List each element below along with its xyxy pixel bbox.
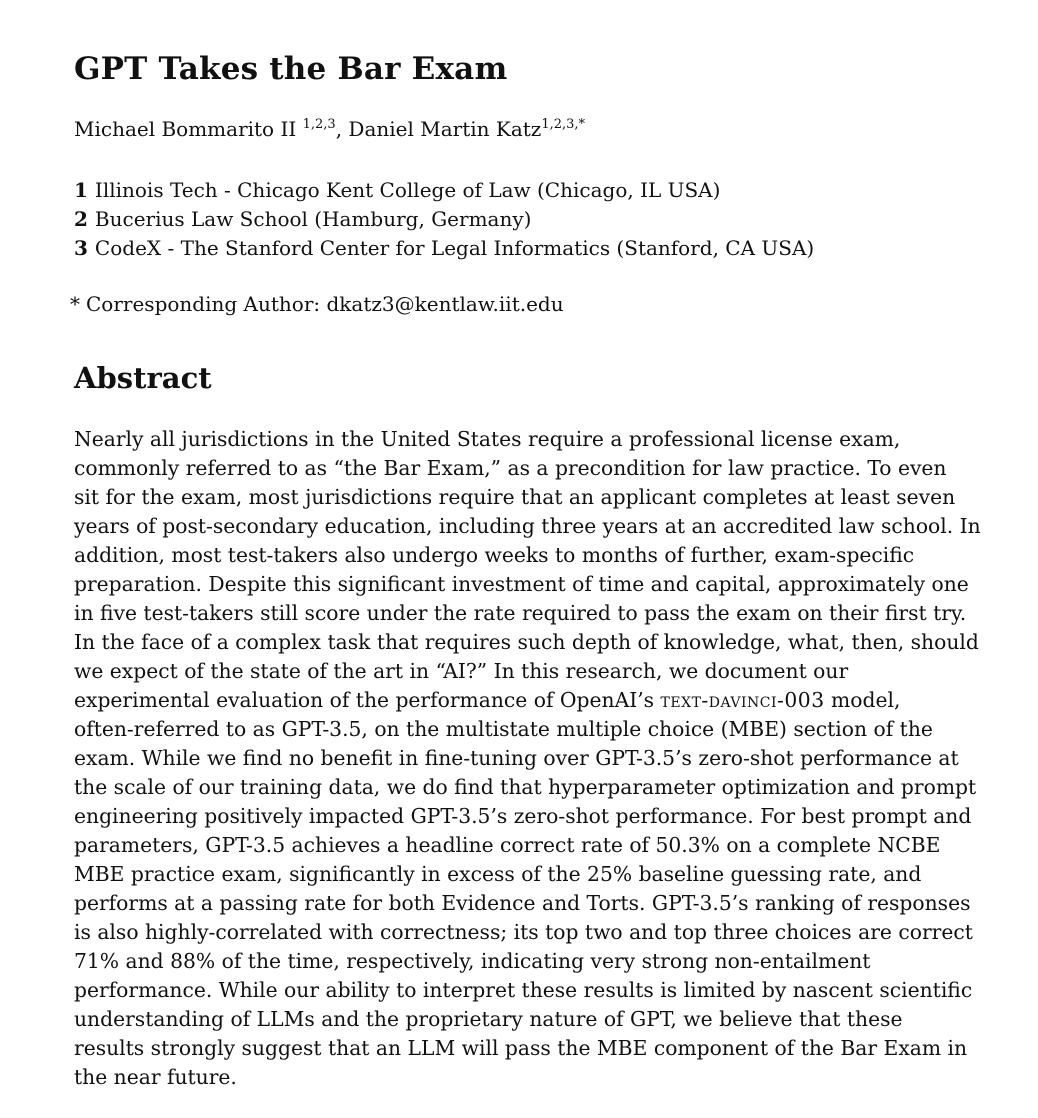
abstract-line: in five test-takers still score under the rate required to pass the exam on their first try. <box>74 601 967 625</box>
author-list <box>74 117 585 141</box>
abstract-line: parameters, GPT-3.5 achieves a headline correct rate of 50.3% on a complete NCBE <box>74 833 941 857</box>
corresponding-star: * <box>70 292 80 316</box>
affiliation-number: 3 <box>74 236 88 260</box>
author-name: Michael Bommarito II <box>74 117 303 141</box>
affiliation-item <box>74 205 814 234</box>
corresponding-author-note <box>70 292 564 316</box>
abstract-line: sit for the exam, most jurisdictions require that an applicant completes at least seven <box>74 485 956 509</box>
affiliation-text: CodeX - The Stanford Center for Legal Informatics (Stanford, CA USA) <box>94 236 815 260</box>
abstract-line: exam. While we find no benefit in fine-tuning over GPT-3.5’s zero-shot performance at <box>74 746 959 770</box>
abstract-text: experimental evaluation of the performance of OpenAI’s <box>74 688 661 712</box>
abstract-line: engineering positively impacted GPT-3.5’s zero-shot performance. For best prompt and <box>74 804 972 828</box>
abstract-line: performs at a passing rate for both Evidence and Torts. GPT-3.5’s ranking of responses <box>74 891 971 915</box>
abstract-line: 71% and 88% of the time, respectively, indicating very strong non-entailment <box>74 949 871 973</box>
corresponding-author-text: Corresponding Author: dkatz3@kentlaw.iit.edu <box>86 292 564 316</box>
abstract-line: often-referred to as GPT-3.5, on the multistate multiple choice (MBE) section of the <box>74 717 933 741</box>
abstract-body <box>74 425 1004 1092</box>
affiliation-item <box>74 234 814 263</box>
affiliation-number: 2 <box>74 207 88 231</box>
paper-title: GPT Takes the Bar Exam <box>74 51 508 87</box>
author-name: , Daniel Martin Katz <box>335 117 542 141</box>
abstract-line: In the face of a complex task that requires such depth of knowledge, what, then, should <box>74 630 979 654</box>
abstract-text: model, <box>824 688 901 712</box>
abstract-line: preparation. Despite this significant investment of time and capital, approximately one <box>74 572 969 596</box>
abstract-line: results strongly suggest that an LLM will pass the MBE component of the Bar Exam in <box>74 1036 968 1060</box>
abstract-line: understanding of LLMs and the proprietary nature of GPT, we believe that these <box>74 1007 903 1031</box>
abstract-line: the near future. <box>74 1065 237 1089</box>
abstract-line: we expect of the state of the art in “AI?” In this research, we document our <box>74 659 849 683</box>
abstract-line: addition, most test-takers also undergo weeks to months of further, exam-specific <box>74 543 915 567</box>
abstract-line: years of post-secondary education, including three years at an accredited law school. In <box>74 514 981 538</box>
model-name: text-davinci-003 <box>660 688 825 712</box>
abstract-line: MBE practice exam, significantly in excess of the 25% baseline guessing rate, and <box>74 862 922 886</box>
author-affiliation-marks: 1,2,3,* <box>541 117 586 132</box>
abstract-line: the scale of our training data, we do find that hyperparameter optimization and prompt <box>74 775 977 799</box>
affiliation-number: 1 <box>74 178 88 202</box>
abstract-heading: Abstract <box>74 361 212 395</box>
abstract-line: commonly referred to as “the Bar Exam,” as a precondition for law practice. To even <box>74 456 947 480</box>
author-affiliation-marks: 1,2,3 <box>302 117 336 132</box>
affiliation-item <box>74 176 814 205</box>
abstract-line: is also highly-correlated with correctness; its top two and top three choices are correct <box>74 920 973 944</box>
affiliation-list <box>74 176 814 263</box>
affiliation-text: Illinois Tech - Chicago Kent College of Law (Chicago, IL USA) <box>94 178 721 202</box>
abstract-line: performance. While our ability to interpret these results is limited by nascent scientific <box>74 978 973 1002</box>
affiliation-text: Bucerius Law School (Hamburg, Germany) <box>94 207 532 231</box>
abstract-line: Nearly all jurisdictions in the United States require a professional license exam, <box>74 427 901 451</box>
abstract-line <box>74 686 1004 715</box>
